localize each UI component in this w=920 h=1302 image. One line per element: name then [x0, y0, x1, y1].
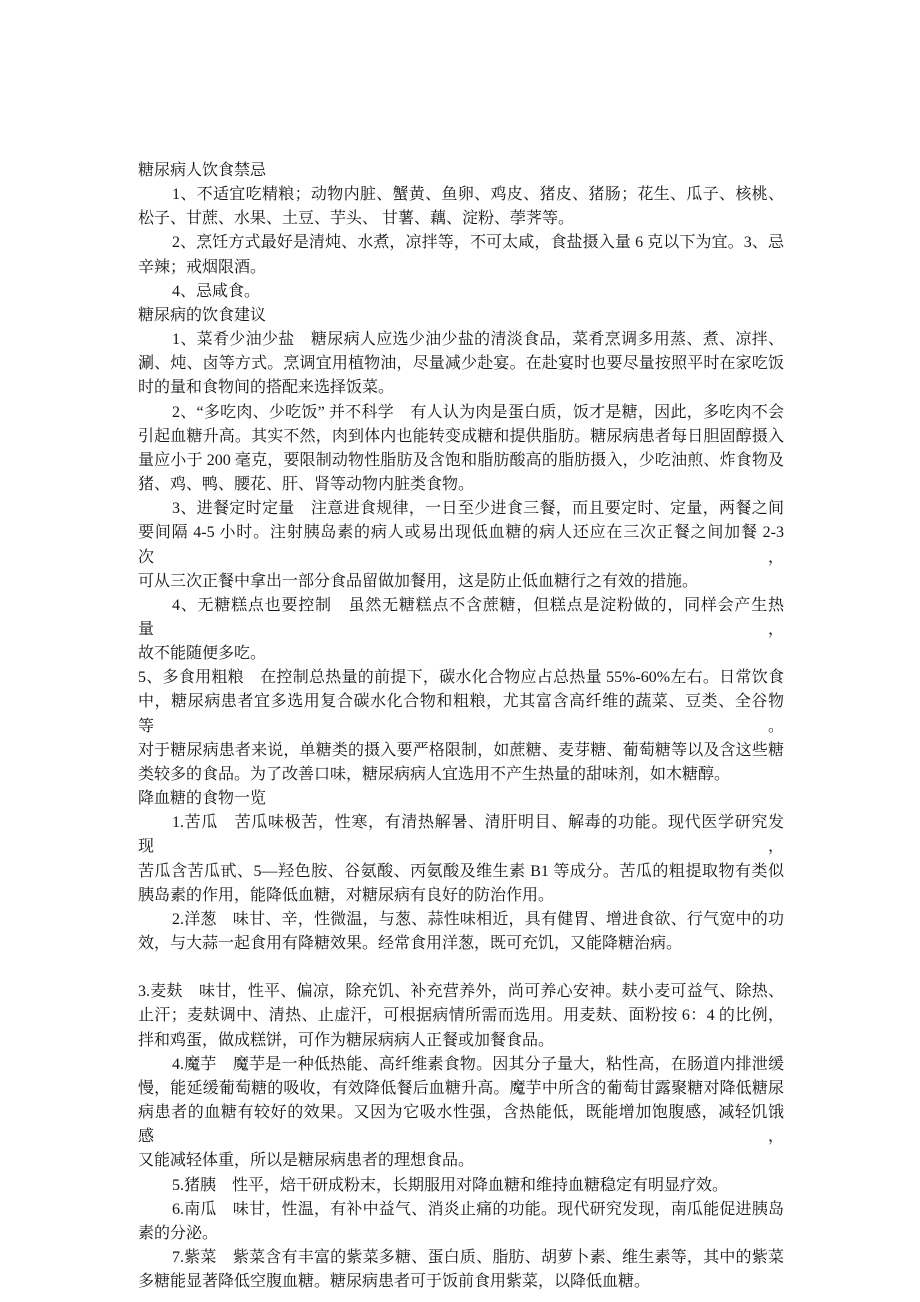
- section-heading: 糖尿病的饮食建议: [138, 306, 267, 324]
- paragraph-line: 效，与大蒜一起食用有降糖效果。经常食用洋葱，既可充饥，又能降糖治病。: [138, 935, 683, 952]
- paragraph: [138, 666, 784, 787]
- paragraph-line: 可从三次正餐中拿出一部分食品留做加餐用，这是防止低血糖行之有效的措施。: [138, 572, 699, 590]
- paragraph-line: 涮、炖、卤等方式。烹调宜用植物油，尽量减少赴宴。在赴宴时也要尽量按照平时在家吃饭: [138, 355, 784, 373]
- paragraph-line: 慢，能延缓葡萄糖的吸收，有效降低餐后血糖升高。魔芋中所含的葡萄甘露聚糖对降低糖尿: [138, 1079, 784, 1097]
- paragraph-line: 1、不适宜吃精粮；动物内脏、蟹黄、鱼卵、鸡皮、猪皮、猪肠；花生、瓜子、核桃、: [172, 186, 784, 204]
- paragraph-line: 又能减轻体重，所以是糖尿病患者的理想食品。: [138, 1152, 475, 1170]
- paragraph-line: 止汗；麦麸调中、清热、止虚汗，可根据病情所需而选用。用麦麸、面粉按 6：4 的比例，: [138, 1007, 784, 1025]
- paragraph: [138, 328, 784, 400]
- paragraph-line: 引起血糖升高。其实不然，肉到体内也能转变成糖和提供脂肪。糖尿病患者每日胆固醇摄入: [138, 427, 784, 445]
- paragraph-line: 3.麦麸 味甘，性平、偏凉，除充饥、补充营养外，尚可养心安神。麸小麦可益气、除热、: [138, 983, 784, 1001]
- paragraph-line: 要间隔 4-5 小时。注射胰岛素的病人或易出现低血糖的病人还应在三次正餐之间加餐 2-3 次，: [138, 524, 784, 566]
- paragraph-line: 苦瓜含苦瓜甙、5—羟色胺、谷氨酸、丙氨酸及维生素 B1 等成分。苦瓜的粗提取物有类似: [138, 862, 784, 880]
- paragraph-line: 2、烹饪方式最好是清炖、水煮，凉拌等，不可太咸，食盐摄入量 6 克以下为宜。3、忌: [172, 234, 784, 252]
- paragraph: [138, 1053, 784, 1174]
- paragraph: [138, 280, 784, 304]
- paragraph-line: 对于糖尿病患者来说，单糖类的摄入要严格限制，如蔗糖、麦芽糖、葡萄糖等以及含这些糖: [138, 741, 784, 759]
- paragraph: [138, 401, 784, 498]
- paragraph-line: 3、进餐定时定量 注意进食规律，一日至少进食三餐，而且要定时、定量，两餐之间: [172, 500, 784, 518]
- paragraph-line: 中，糖尿病患者宜多选用复合碳水化合物和粗粮，尤其富含高纤维的蔬菜、豆类、全谷物等。: [138, 693, 784, 735]
- paragraph-line: 5、多食用粗粮 在控制总热量的前提下，碳水化合物应占总热量 55%-60%左右。日常饮食: [138, 669, 784, 687]
- paragraph: [138, 231, 784, 279]
- paragraph: [138, 980, 784, 1052]
- paragraph: [138, 908, 784, 956]
- paragraph: [138, 594, 784, 666]
- paragraph-line: 1、菜肴少油少盐 糖尿病人应选少油少盐的清淡食品，菜肴烹调多用蒸、煮、凉拌、: [172, 331, 784, 349]
- document-body: [138, 159, 784, 1294]
- paragraph-line: 类较多的食品。为了改善口味，糖尿病病人宜选用不产生热量的甜味剂，如木糖醇。: [138, 765, 731, 783]
- paragraph-line: 胰岛素的作用，能降低血糖，对糖尿病有良好的防治作用。: [138, 886, 555, 904]
- paragraph-line: 4、忌咸食。: [172, 282, 261, 300]
- paragraph-line: 时的量和食物间的搭配来选择饭菜。: [138, 379, 395, 397]
- paragraph-line: 多糖能显著降低空腹血糖。糖尿病患者可于饭前食用紫菜，以降低血糖。: [138, 1273, 651, 1291]
- blank-line: [138, 956, 784, 980]
- paragraph: [138, 497, 784, 594]
- paragraph: [138, 811, 784, 908]
- paragraph-line: 1.苦瓜 苦瓜味极苦，性寒，有清热解暑、清肝明目、解毒的功能。现代医学研究发现，: [138, 814, 784, 856]
- paragraph-line: 猪、鸡、鸭、腰花、肝、肾等动物内脏类食物。: [138, 476, 475, 494]
- paragraph: [138, 183, 784, 231]
- section-heading: 糖尿病人饮食禁忌: [138, 162, 267, 179]
- paragraph-line: 故不能随便多吃。: [138, 645, 267, 663]
- paragraph-line: 5.猪胰 性平，焙干研成粉末，长期服用对降血糖和维持血糖稳定有明显疗效。: [172, 1176, 729, 1194]
- paragraph: [138, 1246, 784, 1294]
- paragraph-line: 拌和鸡蛋，做成糕饼，可作为糖尿病病人正餐或加餐食品。: [138, 1031, 555, 1049]
- paragraph-line: 量应小于 200 毫克，要限制动物性脂肪及含饱和脂肪酸高的脂肪摄入，少吃油煎、炸食物及: [138, 451, 784, 469]
- paragraph-line: 辛辣；戒烟限酒。: [138, 258, 267, 276]
- paragraph-line: 素的分泌。: [138, 1224, 219, 1242]
- section-heading: 降血糖的食物一览: [138, 790, 267, 808]
- paragraph-line: 2.洋葱 味甘、辛，性微温，与葱、蒜性味相近，具有健胃、增进食欲、行气宽中的功: [172, 910, 784, 928]
- paragraph-line: 7.紫菜 紫菜含有丰富的紫菜多糖、蛋白质、脂肪、胡萝卜素、维生素等，其中的紫菜: [172, 1249, 784, 1267]
- paragraph-line: 4.魔芋 魔芋是一种低热能、高纤维素食物。因其分子量大，粘性高，在肠道内排泄缓: [172, 1055, 784, 1073]
- paragraph-line: 6.南瓜 味甘，性温，有补中益气、消炎止痛的功能。现代研究发现，南瓜能促进胰岛: [172, 1200, 784, 1218]
- paragraph-line: 4、无糖糕点也要控制 虽然无糖糕点不含蔗糖，但糕点是淀粉做的，同样会产生热量，: [138, 596, 784, 638]
- paragraph-line: 病患者的血糖有较好的效果。又因为它吸水性强，含热能低，既能增加饱腹感，减轻饥饿感，: [138, 1104, 784, 1146]
- paragraph: [138, 1198, 784, 1246]
- paragraph-line: 2、“多吃肉、少吃饭” 并不科学 有人认为肉是蛋白质，饭才是糖，因此，多吃肉不会: [172, 403, 784, 421]
- paragraph: [138, 1174, 784, 1198]
- paragraph-line: 松子、甘蔗、水果、土豆、芋头、 甘薯、藕、淀粉、荸荠等。: [138, 210, 575, 228]
